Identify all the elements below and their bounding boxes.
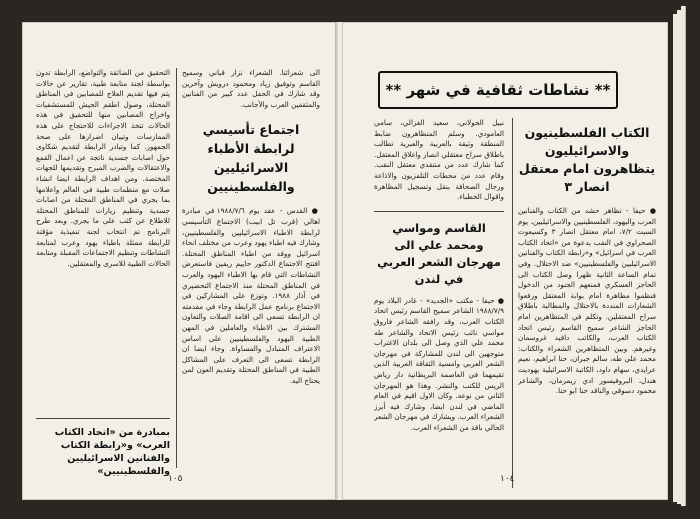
article-body-text: ● حيفا - تظاهر حشد من الكتاب والفنانين العرب واليهود، الفلسطينيين والاسرائيليين، يوم السبت ٧/٢، امام معتقل انصار ٣ وكسيعوت الصحراوي في النقب بدعوة من «اتحاد الكتاب العرب في اسرائيل» و«رابطة الكتاب والفنانين الاسرائيليين والفلسطينيين» ضد الاحتلال. وفي تمام الساعة الثانية ظهرا وصل الكتاب الى الحاجز العسكري فمنعهم الجنود من الدخول فنظموا مظاهرة امام بوابة المعتقل ورفعوا الشعارات المنددة بالاحتلال والمطالبة باطلاق سراح المعتقلين. وتكلم في المتظاهرين امام الحاجز الشاعر سميح القاسم رئيس اتحاد الكتاب العرب، والكاتب دافيد غروسمان وغيرهم. وبين المتظاهرين الشعراء والكتاب: محمد علي طه، سالم جبران، حنا ابراهيم، نعيم عرايدي، سهام داود، الكاتبة الاسرائيلية يهوديت هندل، البروفيسور ادي زيمرمان، والشاعر محمود دسوقي والناقد حنا ابو حنا. <box>518 206 656 396</box>
main-headline: الكتاب الفلسطينيون والاسرائيليون يتظاهرون امام معتقل انصار ٣ <box>518 125 656 194</box>
article-headline: القاسم ومواسي ومحمد علي الى مهرجان الشعر العربي في لندن <box>377 220 501 286</box>
section-divider <box>374 211 504 212</box>
column-divider <box>176 68 177 468</box>
left-page-right-column <box>182 68 320 468</box>
closing-headline: بمبادرة من «اتحاد الكتاب العرب» و«رابطة الكتاب والفنانين الاسرائيليين والفلسطينيين» <box>54 427 170 477</box>
column-intro-text: الى شعرائنا. الشعراء نزار قباني وسميح القاسم وتوفيق زياد ومحمود درويش وآخرين وقد شارك في الحفل عدد كبير من الفنانين والمثقفين العرب والأجانب. <box>182 68 320 109</box>
article-body-text: التحقيق من الضائقة والتواضع، الرابطة تدون بواسطة لجنة متابعة طبية، تقارير عن حالات يتم فيها تقديم العلاج للمصابين في المناطق المحتلة، وصول اطقم الجيش للمستشفيات واخراج المصابين منها للتحقيق في هذه الحالات تتخذ الاجراءات للاحتجاج على هذه الممارسات وتبيان اضرارها على صحة الجمهور. كما وتبادر الرابطة لتقديم شكاوى حول اصابات جسدية ناتجة عن اعمال القمع والاعتقالات والضرب المبرح وتقديمها للجهات المختصة. ومن اهداف الرابطة ايضا انشاء صلات مع منظمات طبية في العالم واعلامها بما يجري في المناطق المحتلة من اصابات جسدية وتنظيم زيارات للمناطق المحتلة للاطلاع عن كثب على ما يجري. وبعد طرح البرنامج تم انتخاب لجنة تنفيذية مؤقتة للرابطة ممثلة باطباء يهود وعرب لمتابعة النشاطات وتنظيم الاجتماعات المقبلة ومتابعة الحالات الطبية للاسرى والمعتقلين. <box>36 68 170 268</box>
article-body-text: ● القدس - عقد يوم ١٩٨٨/٧/٦ في مبادرة اهالي (قرب تل ابيب) الاجتماع التأسيسي لرابطة الاطباء الاسرائيليين والفلسطينيين، وشارك فيه اطباء يهود وعرب من مختلف انحاء اسرائيل ووفد من اطباء المناطق المحتلة. افتتح الاجتماع الدكتور حاييم ريفين فاستعرض النشاطات التي قام بها الاطباء اليهود والعرب في المناطق المحتلة منذ الاجتماع التحضيري في آذار ١٩٨٨. وتوزع على المشاركين في الاجتماع برنامج عمل الرابطة وجاء في مقدمته ان الرابطة تسعى الى اقامة الصلات والتعاون المشترك بين الاطباء والعاملين في المهن الطبية اليهود والفلسطينيين على اساس الاعتراف المتبادل والمساواة. وجاء ايضا ان الرابطة تسعى الى التعرف على المشاكل الطبية في المناطق المحتلة وتقديم العون لمن يحتاج اليه. <box>182 206 320 385</box>
section-banner: ** نشاطات ثقافية في شهر ** <box>378 71 618 109</box>
section-divider <box>36 418 170 419</box>
page-stack-edge <box>681 6 686 506</box>
page-number: ١٠٤ <box>500 474 515 484</box>
page-number: ١٠٥ <box>168 474 183 484</box>
left-page <box>22 22 338 500</box>
article-body-text: ● حيفا - مكتب «الجديد» - غادر البلاد يوم ١٩٨٨/٧/٩ الشاعر سميح القاسم رئيس اتحاد الكتاب العرب، وقد رافقه الشاعر فاروق مواسي نائب رئيس الاتحاد والشاعر طه محمد علي الذي وصل الى بلدان الاغتراب متوجهين الى لندن للمشاركة في مهرجان الشعر العربي وامسية الثقافة العربية الذين تقيمهما في العاصمة البريطانية دار رياض الريس للكتب والنشر. وهذا هو المهرجان الثاني من نوعه. وكان الاول اقيم في العام الماضي في لندن ايضا، وشارك فيه أبرز الشعراء العرب. ويشارك في مهرجان الشعر الحالي باقة من الشعراء العرب. <box>374 295 504 432</box>
column-divider <box>512 118 513 488</box>
right-page-right-column <box>518 118 656 488</box>
right-page-left-column <box>374 118 504 488</box>
article-headline: اجتماع تأسيسي لرابطة الأطباء الاسرائيليين والفلسطينيين <box>202 122 300 195</box>
left-page-left-column <box>36 68 170 406</box>
article-body-text: نبيل الجولاني، سعيد الغزالي، سامي العامودي. وسلم المتظاهرون ضابط المنطقة وثيقة بالعربية والعبرية تطالب باطلاق سراح معتقلي انصار واغلاق المعتقل. كما شارك عدد من منتقدي معتقل النقب. وقام عدد من محطات التلفزيون والاذاعة ورجال الصحافة بنقل وتسجيل المظاهرة واقوال الخطباء. <box>374 118 504 202</box>
right-page <box>342 22 668 500</box>
